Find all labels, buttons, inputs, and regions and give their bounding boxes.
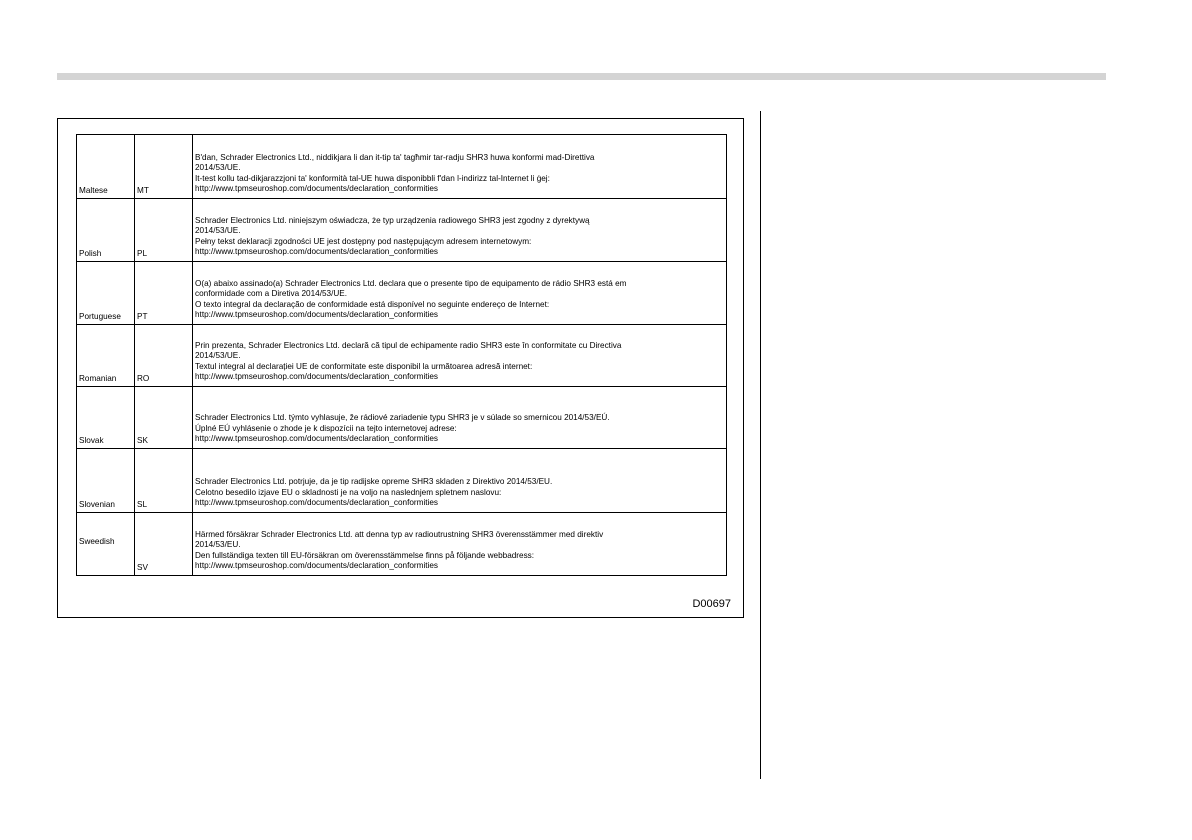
declaration-line: O(a) abaixo assinado(a) Schrader Electronics Ltd. declara que o presente tipo de equipamento de rádio SHR3 está em <box>195 278 627 288</box>
declaration-text-cell <box>193 325 727 387</box>
language-cell: Slovenian <box>77 449 135 513</box>
header-rule <box>57 73 1106 80</box>
declaration-url: http://www.tpmseuroshop.com/documents/declaration_conformities <box>195 310 439 320</box>
column-divider <box>760 111 761 779</box>
declaration-url: http://www.tpmseuroshop.com/documents/declaration_conformities <box>195 498 439 508</box>
declaration-line: Den fullständiga texten till EU-försäkran om överensstämmelse finns på följande webbadress: <box>195 550 535 560</box>
table-row <box>77 513 727 576</box>
language-cell: Portuguese <box>77 262 135 325</box>
declaration-url: http://www.tpmseuroshop.com/documents/declaration_conformities <box>195 372 439 382</box>
declaration-text-cell <box>193 199 727 262</box>
declaration-url: http://www.tpmseuroshop.com/documents/declaration_conformities <box>195 247 439 257</box>
table-row <box>77 135 727 199</box>
declaration-line: Celotno besedilo izjave EU o skladnosti je na voljo na naslednjem spletnem naslovu: <box>195 487 502 497</box>
table-row <box>77 262 727 325</box>
declaration-line: It-test kollu tad-dikjarazzjoni ta' konformità tal-UE huwa disponibbli f'dan l-indirizz tal-Internet li ġej: <box>195 173 550 183</box>
country-code-cell: SV <box>135 513 193 576</box>
country-code-cell: SK <box>135 387 193 449</box>
declaration-url: http://www.tpmseuroshop.com/documents/declaration_conformities <box>195 434 439 444</box>
declaration-text-cell <box>193 449 727 513</box>
declaration-text-cell <box>193 135 727 199</box>
declaration-line: Schrader Electronics Ltd. potrjuje, da je tip radijske opreme SHR3 skladen z Direktivo 2014/53/EU. <box>195 477 553 487</box>
declaration-line: 2014/53/UE. <box>195 351 241 361</box>
country-code-cell: SL <box>135 449 193 513</box>
table-row <box>77 387 727 449</box>
country-code-cell: MT <box>135 135 193 199</box>
table-row <box>77 199 727 262</box>
declaration-url: http://www.tpmseuroshop.com/documents/declaration_conformities <box>195 184 439 194</box>
table-row <box>77 449 727 513</box>
country-code-cell: PL <box>135 199 193 262</box>
figure-id-label: D00697 <box>692 598 731 610</box>
declaration-line: Härmed försäkrar Schrader Electronics Ltd. att denna typ av radioutrustning SHR3 överensstämmer med direktiv <box>195 529 604 539</box>
declaration-line: Schrader Electronics Ltd. niniejszym oświadcza, że typ urządzenia radiowego SHR3 jest zgodny z dyrektywą <box>195 215 590 225</box>
language-cell: Romanian <box>77 325 135 387</box>
declaration-line: conformidade com a Diretiva 2014/53/UE. <box>195 289 348 299</box>
declaration-text-cell <box>193 262 727 325</box>
country-code-cell: PT <box>135 262 193 325</box>
declaration-line: 2014/53/EU. <box>195 540 241 550</box>
declaration-line: B'dan, Schrader Electronics Ltd., niddikjara li dan it-tip ta' tagħmir tar-radju SHR3 huwa konformi mad-Direttiva <box>195 152 595 162</box>
declaration-text-cell <box>193 387 727 449</box>
declaration-line: Pełny tekst deklaracji zgodności UE jest dostępny pod następującym adresem internetowym: <box>195 236 532 246</box>
language-cell: Polish <box>77 199 135 262</box>
declaration-line: 2014/53/UE. <box>195 226 241 236</box>
declaration-line: Textul integral al declarației UE de conformitate este disponibil la următoarea adresă internet: <box>195 361 533 371</box>
declaration-text-cell <box>193 513 727 576</box>
language-cell: Sweedish <box>77 513 135 576</box>
declaration-url: http://www.tpmseuroshop.com/documents/declaration_conformities <box>195 561 439 571</box>
declaration-table <box>76 134 727 576</box>
language-cell: Maltese <box>77 135 135 199</box>
declaration-line: Úplné EÚ vyhlásenie o zhode je k dispozícii na tejto internetovej adrese: <box>195 423 457 433</box>
declaration-line: O texto integral da declaração de conformidade está disponível no seguinte endereço de Internet: <box>195 299 550 309</box>
language-cell: Slovak <box>77 387 135 449</box>
declaration-line: Schrader Electronics Ltd. týmto vyhlasuje, že rádiové zariadenie typu SHR3 je v súlade so smernicou 2014/53/EÚ. <box>195 413 610 423</box>
declaration-line: 2014/53/UE. <box>195 163 241 173</box>
declaration-figure <box>57 118 744 618</box>
declaration-line: Prin prezenta, Schrader Electronics Ltd. declară că tipul de echipamente radio SHR3 este în conformitate cu Directiva <box>195 340 622 350</box>
table-row <box>77 325 727 387</box>
country-code-cell: RO <box>135 325 193 387</box>
